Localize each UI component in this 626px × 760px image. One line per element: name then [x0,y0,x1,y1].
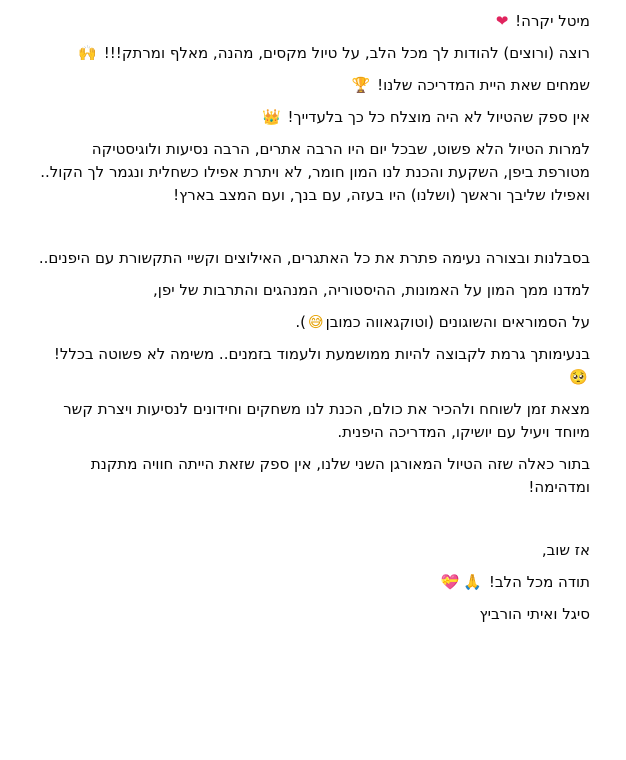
pleading-face-icon: 🥺 [569,368,588,386]
closing-line [36,539,590,562]
paragraph-samurai [36,311,590,334]
signature [36,603,590,626]
red-heart-icon: ❤ [495,12,509,30]
paragraph-samurai-text: על הסמוראים והשוגונים (וטוקגאווה כמובן [325,313,590,331]
paragraph-learning-text: למדנו ממך המון על האמונות, ההיסטוריה, המנהגים והתרבות של יפן, [153,281,590,299]
greeting-line [36,10,590,33]
paragraph-guide-text: שמחים שאת היית המדריכה שלנו! [377,76,590,94]
paragraph-effort-text: למרות הטיול הלא פשוט, שבכל יום היו הרבה אתרים, הרבה נסיעות ולוגיסטיקה מטורפת ביפן, השקעת והכנת לנו המון חומר, לא ויתרת אפילו כשחלית ונגמר לך הקול.. ואפילו שליבך וראשך (ושלנו) היו בעזה, עם בנך, ועם המצב בארץ! [40,140,590,204]
raising-hands-icon: 🙌 [78,44,97,62]
paragraph-patience [36,247,590,270]
folded-hands-icon: 🙏 [463,573,483,591]
greeting-text: מיטל יקרה! [515,12,590,30]
paragraph-connection [36,398,590,444]
paragraph-experience-text: בתור כאלה שזה הטיול המאורגן השני שלנו, אין ספק שזאת הייתה חוויה מתקנת ומדהימה! [90,455,590,496]
paragraph-samurai-end: ). [295,313,307,331]
paragraph-patience-text: בסבלנות ובצורה נעימה פתרת את כל האתגרים, האילוצים וקשיי התקשורת עם היפנים.. [38,249,590,267]
paragraph-experience [36,453,590,499]
paragraph-success [36,106,590,129]
paragraph-learning [36,279,590,302]
paragraph-discipline-text: בנעימותך גרמת לקבוצה להיות ממושמעת ולעמוד בזמנים.. משימה לא פשוטה בכלל! [53,345,590,363]
trophy-icon: 🏆 [351,76,371,94]
paragraph-thanks-text: רוצה (ורוצים) להודות לך מכל הלב, על טיול מקסים, מהנה, מאלף ומרתק!!! [103,44,590,62]
paragraph-discipline [36,343,590,389]
paragraph-success-text: אין ספק שהטיול לא היה מוצלח כל כך בלעדייך! [287,108,590,126]
heart-with-ribbon-icon: 💝 [440,573,460,591]
thanks-line-text: תודה מכל הלב! [488,573,590,591]
paragraph-connection-text: מצאת זמן לשוחח ולהכיר את כולם, הכנת לנו משחקים וחידונים לנסיעות ויצרת קשר מיוחד ויעיל עם יושיקו, המדריכה היפנית. [63,400,590,441]
signature-text: סיגל ואיתי הורביץ [479,605,590,623]
paragraph-thanks [36,42,590,65]
paragraph-effort [36,138,590,207]
crown-icon: 👑 [262,108,281,126]
thanks-line [36,571,590,594]
grinning-sweat-icon: 😅 [308,313,324,331]
closing-line-text: אז שוב, [541,541,590,559]
paragraph-guide [36,74,590,97]
